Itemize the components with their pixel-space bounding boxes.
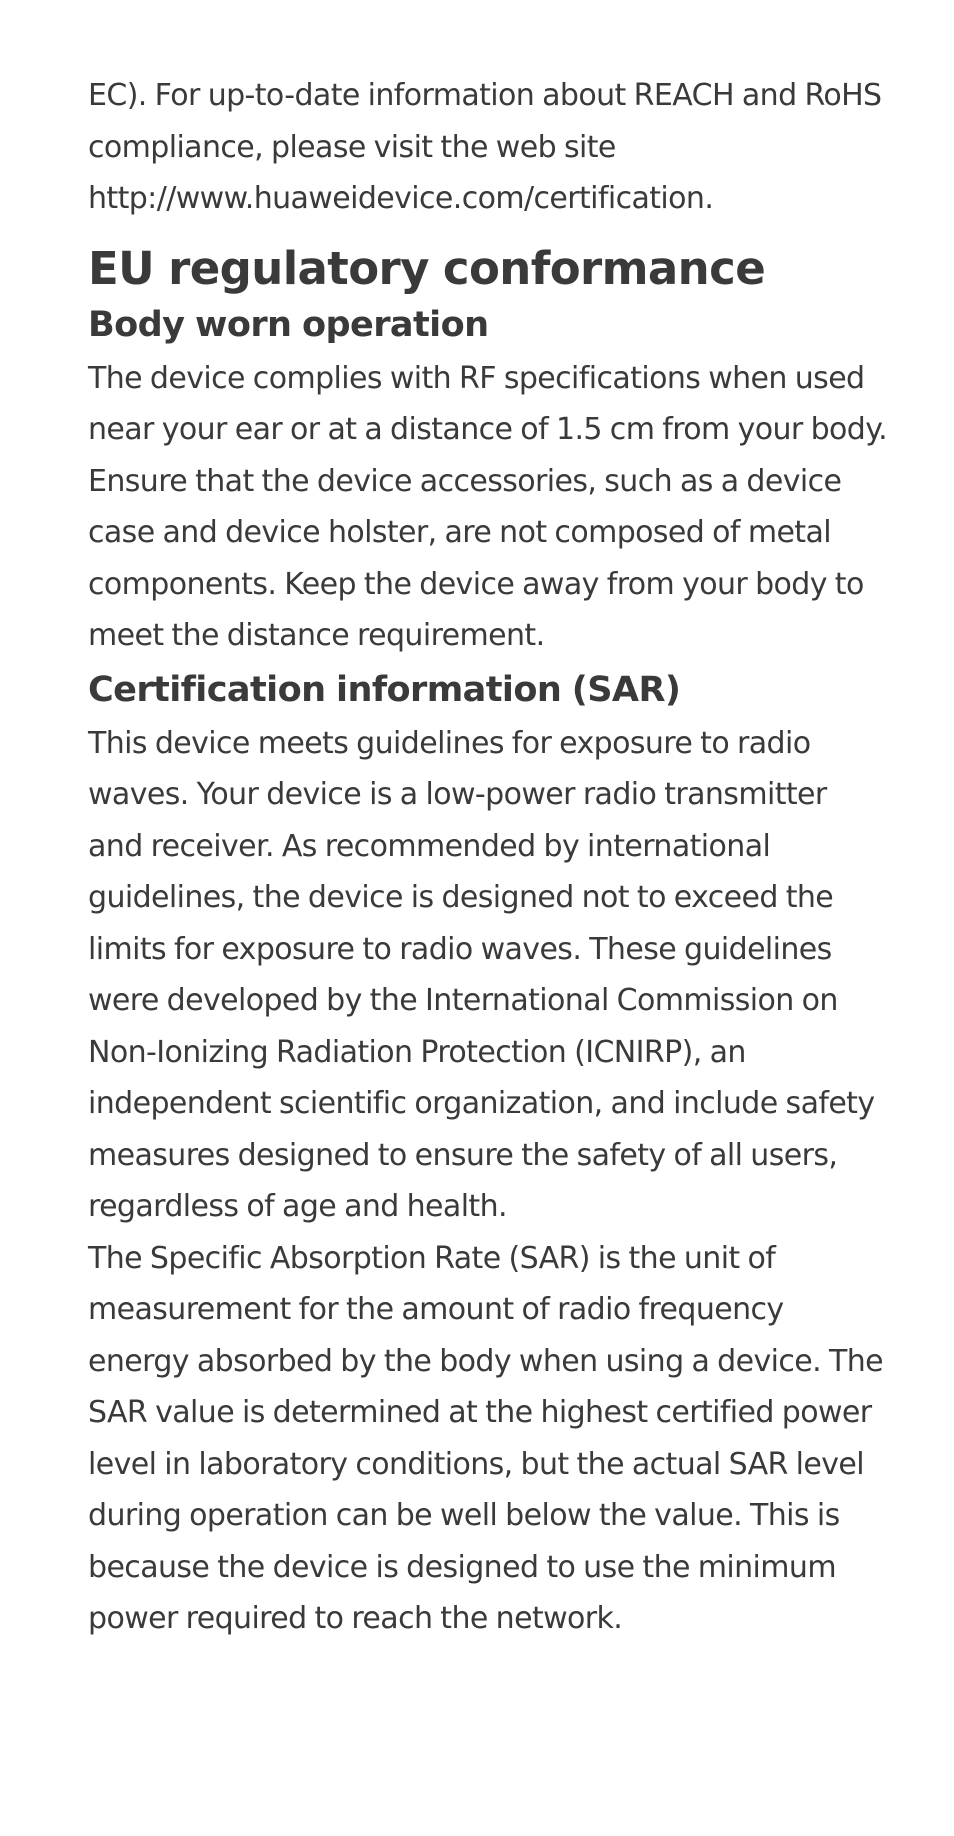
intro-paragraph: EC). For up-to-date information about REACH and RoHS compliance, please visit the web site http://www.huaweidevice.com/certification. — [88, 78, 882, 216]
certification-heading: Certification information (SAR) — [88, 668, 681, 710]
document-page — [88, 70, 888, 1645]
body-worn-paragraph: The device complies with RF specifications when used near your ear or at a distance of 1.5 cm from your body. Ensure that the device accessories, such as a device case and device holster, are not composed of metal components. Keep the device away from your body to meet the distance requirement. — [88, 360, 888, 653]
certification-paragraph-2: The Specific Absorption Rate (SAR) is the unit of measurement for the amount of radio frequency energy absorbed by the body when using a device. The SAR value is determined at the highest certified power level in laboratory conditions, but the actual SAR level during operation can be well below the value. This is because the device is designed to use the minimum power required to reach the network. — [88, 1240, 883, 1636]
body-worn-heading: Body worn operation — [88, 303, 489, 345]
certification-paragraph-1: This device meets guidelines for exposure to radio waves. Your device is a low-power radio transmitter and receiver. As recommended by international guidelines, the device is designed not to exceed the limits for exposure to radio waves. These guidelines were developed by the International Commission on Non-Ionizing Radiation Protection (ICNIRP), an independent scientific organization, and include safety measures designed to ensure the safety of all users, regardless of age and health. — [88, 725, 875, 1224]
section-heading: EU regulatory conformance — [88, 241, 766, 295]
